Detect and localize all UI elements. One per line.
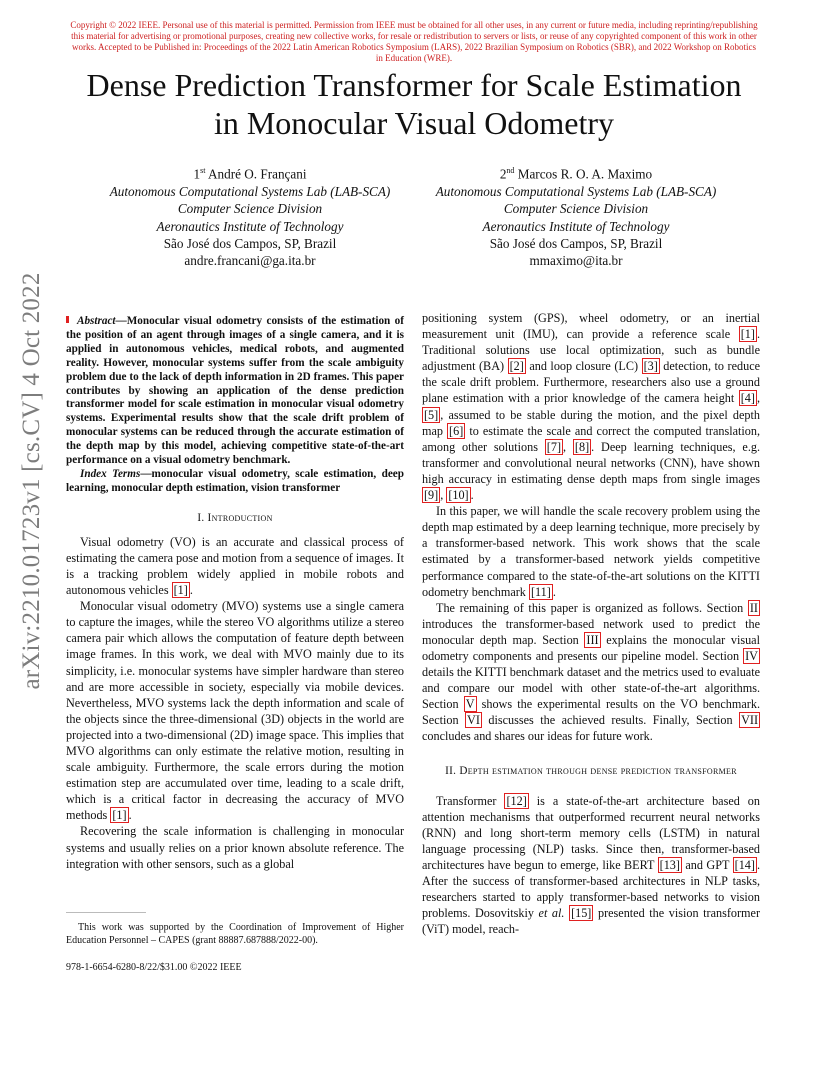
citation-link[interactable]: [1] bbox=[112, 808, 127, 823]
title-line-2: in Monocular Visual Odometry bbox=[213, 105, 615, 141]
author-city: São José dos Campos, SP, Brazil bbox=[489, 236, 663, 252]
abstract bbox=[66, 310, 404, 468]
footnote-separator bbox=[66, 912, 146, 913]
left-column bbox=[66, 310, 404, 872]
author-lab: Autonomous Computational Systems Lab (LAB-SCA) bbox=[435, 183, 717, 199]
index-terms-label: Index Terms bbox=[80, 467, 141, 480]
citation-link[interactable]: [2] bbox=[509, 359, 524, 374]
paragraph: Monocular visual odometry (MVO) systems use a single camera to capture the images, while the stereo VO algorithms utilize a stereo camera pair which allows the computation of feature depth between image frames. In this work, we deal with MVO mainly due to its simplicity, i.e. monocular systems have simpler hardware than stereo and are more accessible in society, especially via mobile devices. Nevertheless, MVO systems lack the depth information and scale of the objects since the three-dimensional (3D) objects in the world are projected into a two-dimensional (2D) image space. This implies that MVO algorithms can only estimate the relative motion, resulting in scale ambiguity. Furthermore, the scale errors during the motion estimation step are accumulated over time, leading to a scale drift, which is a critical factor in decreasing the accuracy of MVO methods [1] . bbox=[66, 599, 404, 823]
paper-title bbox=[40, 66, 788, 142]
section-link[interactable]: VII bbox=[741, 713, 758, 728]
author-division: Computer Science Division bbox=[503, 201, 649, 217]
index-terms-text: —monocular visual odometry, scale estimation, deep learning, monocular depth estimation, vision transformer bbox=[66, 467, 404, 494]
section-link[interactable]: VI bbox=[467, 713, 480, 728]
arxiv-identifier: arXiv:2210.01723v1 [cs.CV] 4 Oct 2022 bbox=[18, 272, 45, 690]
citation-link[interactable]: [5] bbox=[424, 407, 439, 422]
author-name: 1st André O. Françani bbox=[193, 166, 307, 182]
right-column bbox=[422, 310, 760, 937]
index-terms bbox=[66, 468, 404, 496]
citation-link[interactable]: [12] bbox=[506, 793, 527, 808]
citation-link[interactable]: [9] bbox=[424, 488, 439, 503]
citation-link[interactable]: [3] bbox=[643, 359, 658, 374]
author-city: São José dos Campos, SP, Brazil bbox=[163, 236, 337, 252]
citation-link[interactable]: [10] bbox=[448, 488, 469, 503]
section-link[interactable]: V bbox=[465, 697, 475, 712]
author-lab: Autonomous Computational Systems Lab (LAB-SCA) bbox=[109, 183, 391, 199]
citation-link[interactable]: [13] bbox=[659, 857, 680, 872]
section-link[interactable]: III bbox=[586, 632, 599, 647]
copyright-notice: Copyright © 2022 IEEE. Personal use of this material is permitted. Permission from IEEE must be obtained for all other uses, in any current or future media, including reprinting/republishing this material for advertising or promotional purposes, creating new collective works, for resale or redistribution to servers or lists, or reuse of any copyrighted component of this work in other works. Accepted to be Published in: Proceedings of the 2022 Latin American Robotics Symposium (LARS), 2022 Brazilian Symposium on Robotics (SBR), and 2022 Workshop on Robotics in Education (WRE). bbox=[70, 20, 758, 63]
title-line-1: Dense Prediction Transformer for Scale Estimation bbox=[86, 67, 742, 103]
citation-link[interactable]: [15] bbox=[571, 906, 592, 921]
author-block-1 bbox=[100, 162, 400, 270]
author-email[interactable]: andre.francani@ga.ita.br bbox=[184, 253, 316, 269]
section-link[interactable]: IV bbox=[745, 648, 758, 663]
funding-footnote: This work was supported by the Coordination of Improvement of Higher Education Personnel – CAPES (grant 88887.687888/2022-00). bbox=[66, 922, 404, 946]
citation-link[interactable]: [11] bbox=[530, 584, 551, 599]
abstract-text: —Monocular visual odometry consists of the estimation of the position of an agent through images of a single camera, and it is applied in autonomous vehicles, medical robots, and augmented reality. However, monocular systems suffer from the scale ambiguity problem due to the lack of depth information in 2D frames. This paper contributes by showing an application of the dense prediction transformer model for scale estimation in monocular visual odometry systems. Experimental results show that the scale drift problem of monocular systems can be reduced through the accurate estimation of the depth map by this model, achieving competitive state-of-the-art performance on a visual odometry benchmark. bbox=[66, 315, 404, 467]
citation-link[interactable]: [8] bbox=[574, 439, 590, 454]
link-marker-icon[interactable] bbox=[66, 316, 69, 323]
paragraph: The remaining of this paper is organized as follows. Section II introduces the transformer-based network used to predict the monocular depth map. Section III explains the monocular visual odometry components and presents our pipeline model. Section IV details the KITTI benchmark dataset and the metrics used to evaluate and compare our model with other state-of-the-art algorithms. Section V shows the experimental results on the VO benchmark. Section VI discusses the achieved results. Finally, Section VII concludes and shares our ideas for future work. bbox=[422, 600, 760, 744]
abstract-label: Abstract bbox=[77, 315, 116, 327]
citation-link[interactable]: [1] bbox=[173, 583, 188, 598]
paragraph: Transformer [12] is a state-of-the-art architecture based on attention mechanisms that outperformed recurrent neural networks (RNN) and long short-term memory cells (LSTM) in natural language processing (NLP) tasks. Since then, transformer-based architectures have begun to emerge, like BERT [13] and GPT [14] . After the success of transformer-based architectures in NLP tasks, researchers started to apply transformer-based networks to vision problems. Dosovitskiy et al. [15] presented the vision transformer (ViT) model, reach- bbox=[422, 793, 761, 937]
citation-link[interactable]: [14] bbox=[734, 857, 755, 872]
citation-link[interactable]: [7] bbox=[546, 439, 562, 454]
section-heading-depth-estimation: II. Depth estimation through dense prediction transformer bbox=[445, 764, 737, 777]
section-heading-introduction: I. Introduction bbox=[197, 511, 273, 524]
author-division: Computer Science Division bbox=[177, 201, 323, 217]
paragraph: Visual odometry (VO) is an accurate and classical process of estimating the camera pose and motion from a sequence of images. It is a tracking problem widely applied in mobile robots and autonomous vehicles [1] . bbox=[66, 534, 404, 598]
author-name: 2nd Marcos R. O. A. Maximo bbox=[499, 166, 653, 182]
citation-link[interactable]: [6] bbox=[449, 423, 464, 438]
paragraph: positioning system (GPS), wheel odometry, or an inertial measurement unit (IMU), can provide a reference scale [1] . Traditional solutions use local optimization, such as bundle adjustment (BA) [2] and loop closure (LC) [3] detection, to reduce the scale drift problem. Furthermore, researchers also use a ground plane estimation with a prior knowledge of the camera height [4] , [5] , assumed to be stable during the motion, and the pixel depth map [6] to estimate the scale and correct the computed translation, among other solutions [7] , [8] . Deep learning techniques, e.g. transformer and convolutional neural networks (CNN), have shown high accuracy in estimating dense depth maps from single images [9] , [10] . bbox=[422, 311, 761, 503]
section-link[interactable]: II bbox=[749, 600, 758, 615]
author-institute: Aeronautics Institute of Technology bbox=[156, 218, 344, 234]
citation-link[interactable]: [4] bbox=[740, 391, 755, 406]
paragraph: Recovering the scale information is challenging in monocular systems and usually relies on a prior known absolute reference. The integration with other sensors, such as a global bbox=[66, 824, 404, 871]
isbn-line: 978-1-6654-6280-8/22/$31.00 ©2022 IEEE bbox=[66, 962, 242, 973]
author-email[interactable]: mmaximo@ita.br bbox=[529, 253, 623, 269]
paragraph: In this paper, we will handle the scale recovery problem using the depth map estimated by a deep learning technique, more precisely by a transformer-based network. This work shows that the scale estimated by a transformer-based network yields competitive performance compared to the state-of-the-art solutions on the KITTI odometry benchmark [11] . bbox=[422, 504, 760, 599]
citation-link[interactable]: [1] bbox=[740, 327, 755, 342]
author-institute: Aeronautics Institute of Technology bbox=[482, 218, 670, 234]
author-block-2 bbox=[426, 162, 726, 270]
